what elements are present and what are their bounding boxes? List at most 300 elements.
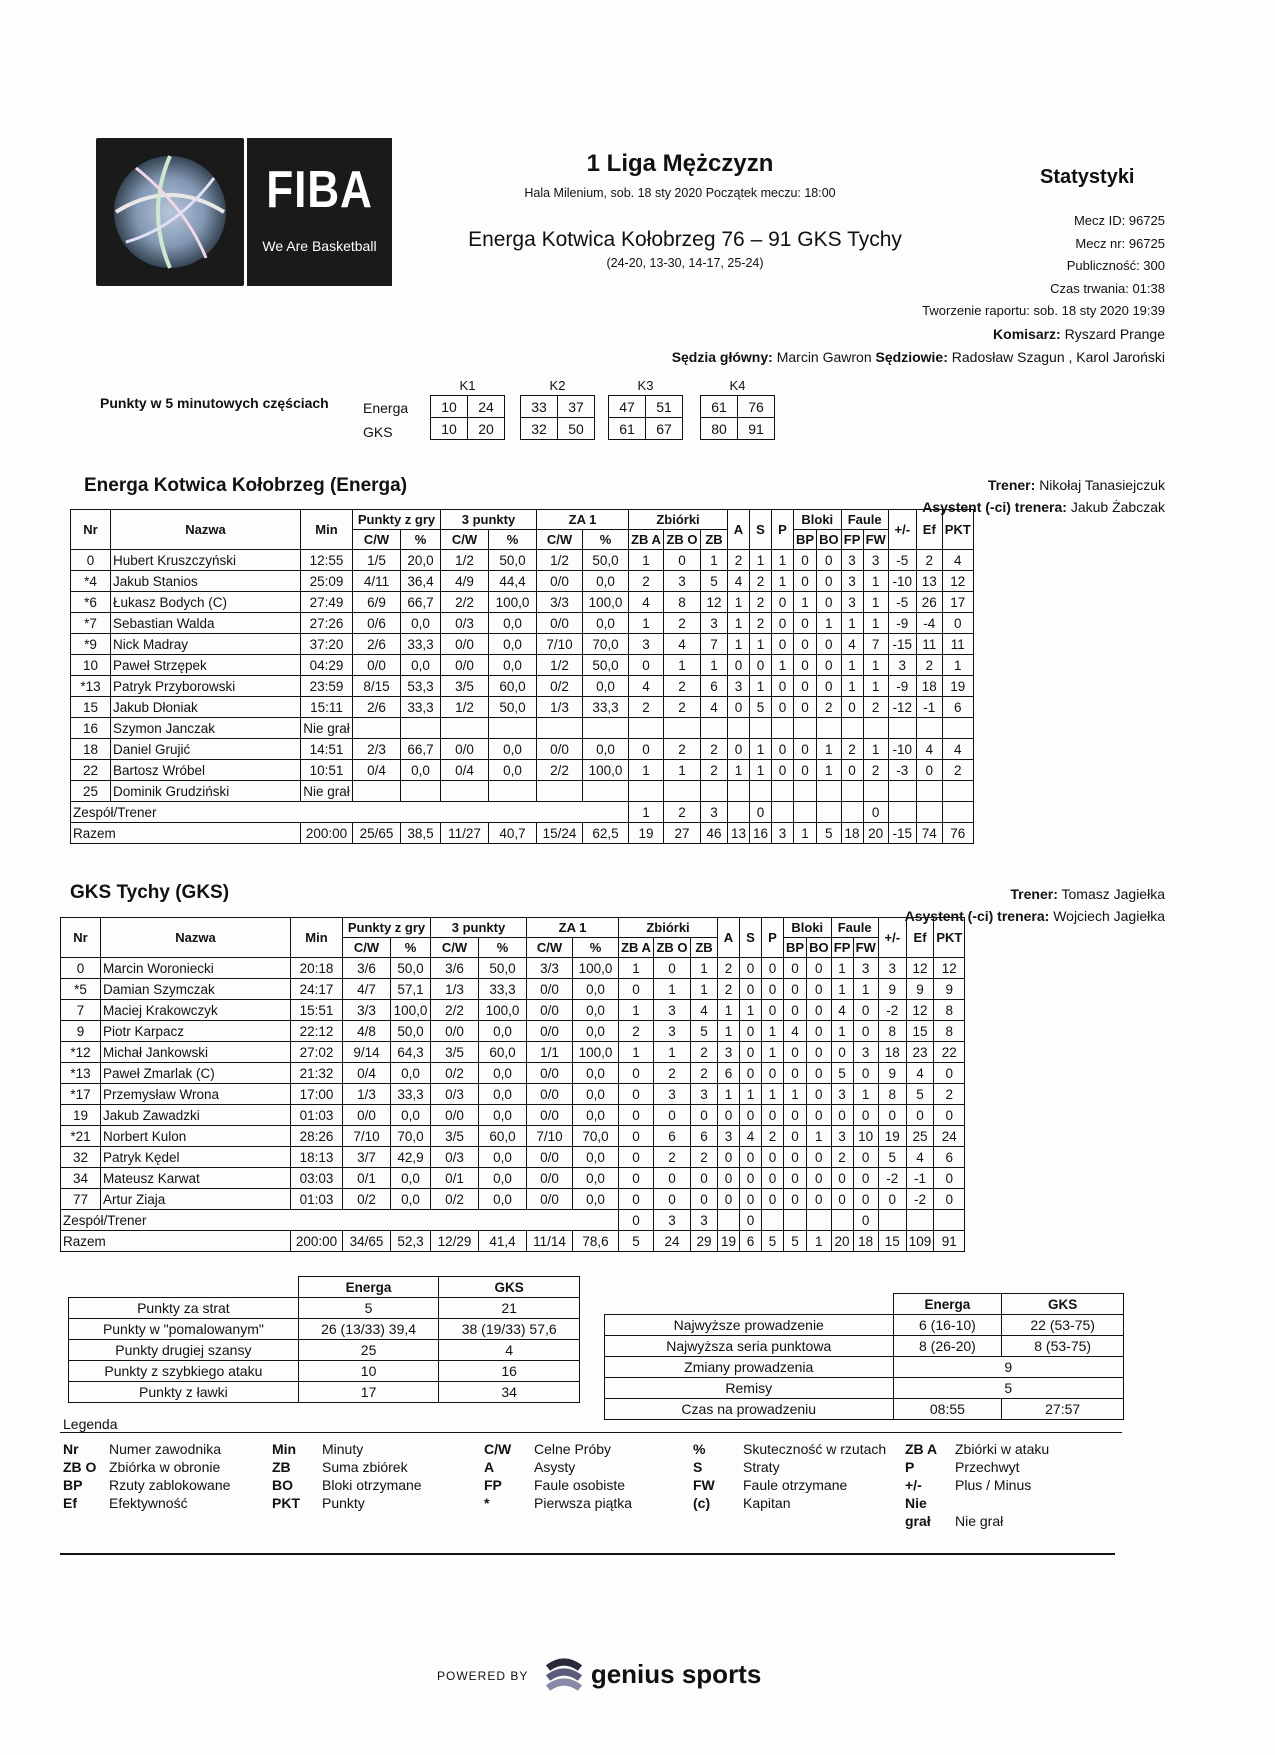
legend-item [905, 1476, 1049, 1494]
stat-cell: 1 [841, 613, 863, 634]
legend-item [63, 1494, 230, 1512]
stat-cell: 5 [831, 1063, 853, 1084]
summary-left-table [68, 1276, 580, 1403]
stat-cell: 23:59 [301, 676, 353, 697]
stat-cell: 0,0 [391, 1105, 431, 1126]
team2-stats-table [60, 917, 965, 1252]
stat-cell: *13 [71, 676, 111, 697]
stat-cell: 17:00 [291, 1084, 343, 1105]
summary-label: Zmiany prowadzenia [605, 1357, 894, 1378]
stat-cell: 100,0 [391, 1000, 431, 1021]
stat-cell: 4 [629, 676, 664, 697]
stat-cell: 0 [740, 979, 762, 1000]
quarter-box-k1 [430, 378, 505, 440]
stat-cell [353, 718, 401, 739]
team-stat-cell: 1 [629, 802, 664, 823]
stat-cell: 03:03 [291, 1168, 343, 1189]
stat-cell: 0 [807, 1000, 832, 1021]
stat-cell: 1 [750, 550, 772, 571]
footer-brand [437, 1658, 761, 1694]
stat-cell [794, 718, 817, 739]
stat-cell: 4 [841, 634, 863, 655]
stat-cell: -5 [888, 550, 916, 571]
stat-cell: 6/9 [353, 592, 401, 613]
stat-cell: 0 [762, 1000, 784, 1021]
team-coach-label: Zespół/Trener [61, 1210, 619, 1231]
stat-cell: 100,0 [479, 1000, 527, 1021]
summary-blank [69, 1277, 299, 1298]
legend-key: ZB [272, 1459, 291, 1475]
stat-cell: 0/4 [353, 760, 401, 781]
stat-cell: 0,0 [583, 739, 629, 760]
legend-key: FP [484, 1477, 502, 1493]
stat-cell: 0 [619, 1105, 654, 1126]
powered-by-label: POWERED BY [437, 1669, 529, 1683]
stat-cell [583, 781, 629, 802]
col-blocks: Bloki [784, 918, 832, 938]
stat-cell: 0/3 [431, 1084, 479, 1105]
stat-cell: 1 [691, 979, 718, 1000]
referee-name: Marcin Gawron [776, 349, 872, 365]
stat-cell: 6 [934, 1147, 965, 1168]
player-name: Michał Jankowski [101, 1042, 291, 1063]
stat-cell: 0,0 [489, 613, 537, 634]
stat-cell: 0/2 [343, 1189, 391, 1210]
stat-cell: 2 [691, 1147, 718, 1168]
total-cell: 6 [740, 1231, 762, 1252]
stat-cell [489, 781, 537, 802]
stat-cell: 2 [831, 1147, 853, 1168]
col-bo: BO [807, 938, 832, 958]
total-cell: 18 [853, 1231, 878, 1252]
stat-cell: 0 [853, 1147, 878, 1168]
legend-desc: Pierwsza piątka [534, 1495, 633, 1511]
stat-cell: 1 [654, 1042, 691, 1063]
stat-cell: 1/1 [527, 1042, 573, 1063]
stat-cell: 0 [794, 676, 817, 697]
stat-cell: 2 [841, 739, 863, 760]
col-turnovers: S [750, 510, 772, 550]
stat-cell: 1 [831, 958, 853, 979]
stat-cell: 3 [728, 676, 750, 697]
meta-attendance: Publiczność: 300 [1066, 258, 1165, 273]
stat-cell [664, 781, 701, 802]
stat-cell: 3 [654, 1084, 691, 1105]
quarter-row-energa [701, 396, 775, 418]
player-row [71, 781, 974, 802]
venue-line: Hala Milenium, sob. 18 sty 2020 Początek meczu: 18:00 [524, 186, 836, 200]
col-nr: Nr [71, 510, 111, 550]
legend-item [484, 1494, 632, 1512]
stat-cell: 1 [728, 592, 750, 613]
summary-label: Remisy [605, 1378, 894, 1399]
legend-key: * [484, 1495, 490, 1511]
stat-cell: 0,0 [583, 676, 629, 697]
stat-cell: 14:51 [301, 739, 353, 760]
stat-cell: 0/0 [431, 1021, 479, 1042]
player-name: Artur Ziaja [101, 1189, 291, 1210]
stat-cell [863, 781, 888, 802]
basketball-logo-icon [96, 138, 244, 286]
stat-cell: 0 [762, 1105, 784, 1126]
stat-cell: 4 [831, 1000, 853, 1021]
stat-cell: 1 [629, 760, 664, 781]
stat-cell: 0 [654, 958, 691, 979]
stat-cell [583, 718, 629, 739]
stat-cell: 0,0 [391, 1168, 431, 1189]
stat-cell: 4 [942, 550, 973, 571]
stat-cell: 0 [934, 1105, 965, 1126]
stat-cell: 28:26 [291, 1126, 343, 1147]
referees [672, 349, 1165, 365]
umpires-names: Radosław Szagun , Karol Jaroński [951, 349, 1165, 365]
league-title: 1 Liga Mężczyzn [586, 150, 774, 177]
stat-cell: 3 [853, 958, 878, 979]
stat-cell: 12 [934, 958, 965, 979]
stat-cell: 2 [916, 655, 942, 676]
team-stat-cell [728, 802, 750, 823]
stat-cell: 10 [71, 655, 111, 676]
player-name: Norbert Kulon [101, 1126, 291, 1147]
stat-cell [841, 781, 863, 802]
player-name: Paweł Strzępek [111, 655, 301, 676]
stat-cell: 1/3 [537, 697, 583, 718]
stat-cell: *13 [61, 1063, 101, 1084]
stat-cell: 01:03 [291, 1189, 343, 1210]
stat-cell: 10:51 [301, 760, 353, 781]
quarter-row-gks [701, 418, 775, 440]
stat-cell: -5 [888, 592, 916, 613]
stat-cell: 0,0 [479, 1168, 527, 1189]
stat-cell: -9 [888, 613, 916, 634]
stat-cell: *12 [61, 1042, 101, 1063]
stat-cell: 0 [654, 1189, 691, 1210]
stat-cell: 1 [841, 655, 863, 676]
stat-cell: 8 [664, 592, 701, 613]
stat-cell: -1 [906, 1168, 934, 1189]
stat-cell: 0 [740, 1063, 762, 1084]
stat-cell: 0 [772, 676, 794, 697]
stat-cell: 8 [878, 1084, 906, 1105]
stat-cell: 0 [878, 1189, 906, 1210]
stat-cell: 70,0 [583, 634, 629, 655]
quarter-box-k3 [608, 378, 683, 440]
col-fouls: Faule [831, 918, 878, 938]
quarter-row-energa [431, 396, 505, 418]
summary-label: Punkty z szybkiego ataku [69, 1361, 299, 1382]
summary-blank [605, 1294, 894, 1315]
stat-cell [664, 718, 701, 739]
stat-cell: 1 [863, 655, 888, 676]
stat-cell: 0 [784, 1063, 807, 1084]
legend-key: ZB O [63, 1459, 97, 1475]
stat-cell: 22 [71, 760, 111, 781]
stat-cell: *4 [71, 571, 111, 592]
stat-cell: 70,0 [391, 1126, 431, 1147]
team-stat-cell [888, 802, 916, 823]
stat-cell: 1 [629, 613, 664, 634]
stat-cell: 4 [629, 592, 664, 613]
stat-cell [701, 781, 728, 802]
stat-cell: 0,0 [479, 1147, 527, 1168]
player-row [71, 676, 974, 697]
stat-cell: 3/5 [441, 676, 489, 697]
stat-cell: 3 [629, 634, 664, 655]
stat-cell: 0/0 [441, 739, 489, 760]
legend-desc: Bloki otrzymane [322, 1477, 422, 1493]
stat-cell: 2 [664, 613, 701, 634]
stat-cell: 2 [619, 1021, 654, 1042]
stat-cell: 9 [878, 1063, 906, 1084]
total-cell: 27 [664, 823, 701, 844]
team-coach-row [61, 1210, 965, 1231]
summary-left-row [69, 1361, 580, 1382]
stat-cell: 0 [831, 1189, 853, 1210]
stat-cell: 0/0 [527, 1168, 573, 1189]
stat-cell: 0/0 [537, 571, 583, 592]
stat-cell: 1/3 [343, 1084, 391, 1105]
stat-cell: 34 [61, 1168, 101, 1189]
stat-cell: 0 [629, 739, 664, 760]
player-name: Szymon Janczak [111, 718, 301, 739]
col-cw: C/W [353, 530, 401, 550]
stat-cell [441, 781, 489, 802]
stat-cell: 12:55 [301, 550, 353, 571]
total-cell: 40,7 [489, 823, 537, 844]
quarter-cell: 91 [738, 418, 775, 440]
quarter-label: K2 [549, 378, 566, 393]
legend-item [484, 1476, 632, 1494]
stat-cell: 100,0 [583, 592, 629, 613]
stat-cell: 3 [888, 655, 916, 676]
player-row [61, 1147, 965, 1168]
stat-cell: 33,3 [391, 1084, 431, 1105]
legend-key: Min [272, 1441, 297, 1457]
stat-cell [537, 781, 583, 802]
meta-report-time: Tworzenie raportu: sob. 18 sty 2020 19:39 [922, 303, 1165, 318]
stat-cell: 36,4 [401, 571, 441, 592]
stat-cell: *17 [61, 1084, 101, 1105]
stat-cell: 0 [878, 1105, 906, 1126]
stat-cell: 3/3 [527, 958, 573, 979]
stat-cell [942, 781, 973, 802]
team-stat-cell [916, 802, 942, 823]
stat-cell: 100,0 [573, 1042, 619, 1063]
summary-label: Czas na prowadzeniu [605, 1399, 894, 1420]
quarter-cell: 80 [701, 418, 738, 440]
stat-cell: 0,0 [583, 571, 629, 592]
quarter-cell: 24 [468, 396, 505, 418]
stat-cell: 0/0 [527, 1000, 573, 1021]
stat-cell: 0 [794, 655, 817, 676]
stat-cell: 3 [863, 550, 888, 571]
stat-cell: 1 [664, 760, 701, 781]
fiba-logo-text: FIBA [266, 161, 373, 219]
legend-column [484, 1440, 632, 1512]
quarter-row-energa [609, 396, 683, 418]
total-label: Razem [61, 1231, 291, 1252]
stat-cell: 1 [853, 1084, 878, 1105]
stat-cell: 1/2 [441, 697, 489, 718]
stat-cell: 2 [629, 697, 664, 718]
col-steals: P [762, 918, 784, 958]
stat-cell: 0 [750, 655, 772, 676]
header-row [71, 510, 974, 530]
stat-cell: 3/5 [431, 1042, 479, 1063]
col-fp: FP [841, 530, 863, 550]
summary-right-row [605, 1357, 1124, 1378]
stat-cell: 57,1 [391, 979, 431, 1000]
total-cell: 78,6 [573, 1231, 619, 1252]
summary-right-header [605, 1294, 1124, 1315]
summary-left-row [69, 1382, 580, 1403]
total-cell: 19 [629, 823, 664, 844]
total-cell: 24 [654, 1231, 691, 1252]
player-name: Mateusz Karwat [101, 1168, 291, 1189]
col-cw: C/W [527, 938, 573, 958]
stat-cell: 1 [807, 1126, 832, 1147]
player-row [61, 1189, 965, 1210]
stat-cell: 100,0 [583, 760, 629, 781]
stat-cell: 0 [807, 1189, 832, 1210]
total-cell: 29 [691, 1231, 718, 1252]
stat-cell: 0 [784, 1168, 807, 1189]
stat-cell: 3/5 [431, 1126, 479, 1147]
stat-cell: 33,3 [401, 697, 441, 718]
fiba-tagline: We Are Basketball [262, 238, 377, 254]
player-name: Patryk Kędel [101, 1147, 291, 1168]
total-cell: 15/24 [537, 823, 583, 844]
stat-cell: 9 [934, 979, 965, 1000]
stat-cell: 66,7 [401, 739, 441, 760]
player-name: Przemysław Wrona [101, 1084, 291, 1105]
col-zbo: ZB O [654, 938, 691, 958]
stat-cell: 0/0 [527, 1021, 573, 1042]
legend-column [272, 1440, 422, 1512]
team-stat-cell [718, 1210, 740, 1231]
stat-cell: 1/5 [353, 550, 401, 571]
total-label: Razem [71, 823, 301, 844]
stat-cell: 64,3 [391, 1042, 431, 1063]
stat-cell: 0 [740, 1021, 762, 1042]
total-cell: 20 [863, 823, 888, 844]
stat-cell: 1 [728, 634, 750, 655]
legend-key: S [693, 1459, 703, 1475]
legend-item [272, 1476, 422, 1494]
player-name: Paweł Zmarlak (C) [101, 1063, 291, 1084]
legend-desc: Zbiórki w ataku [955, 1441, 1050, 1457]
col-ft: ZA 1 [537, 510, 629, 530]
stat-cell: 01:03 [291, 1105, 343, 1126]
total-cell: 52,3 [391, 1231, 431, 1252]
stat-cell: 11 [942, 634, 973, 655]
player-row [61, 958, 965, 979]
stat-cell: 1 [691, 958, 718, 979]
stat-cell: 1 [831, 1021, 853, 1042]
stat-cell: 24:17 [291, 979, 343, 1000]
stat-cell: 0/1 [343, 1168, 391, 1189]
legend-key: FW [693, 1477, 715, 1493]
col-cw: C/W [441, 530, 489, 550]
team-stat-cell [878, 1210, 906, 1231]
team-stat-cell [772, 802, 794, 823]
stat-cell: 3 [718, 1126, 740, 1147]
stat-cell: 6 [654, 1126, 691, 1147]
stat-cell: 0 [817, 571, 842, 592]
stat-cell: 0/0 [527, 1084, 573, 1105]
stat-cell: 0 [817, 676, 842, 697]
stat-cell: 2/6 [353, 634, 401, 655]
stat-cell: 19 [942, 676, 973, 697]
stat-cell: 5 [701, 571, 728, 592]
stat-cell: 0 [740, 1189, 762, 1210]
stat-cell: 0/0 [527, 1105, 573, 1126]
stat-cell: 2/6 [353, 697, 401, 718]
total-cell: 5 [784, 1231, 807, 1252]
total-cell: 3 [772, 823, 794, 844]
stat-cell: 0/0 [537, 613, 583, 634]
stat-cell: 4 [906, 1063, 934, 1084]
stat-cell: 0 [718, 1189, 740, 1210]
col-zba: ZB A [619, 938, 654, 958]
summary-value: 4 [439, 1340, 580, 1361]
stat-cell: 0 [807, 979, 832, 1000]
summary-value: 25 [298, 1340, 439, 1361]
stat-cell: 3/3 [343, 1000, 391, 1021]
stat-cell [772, 781, 794, 802]
legend-key: Ef [63, 1495, 77, 1511]
summary-left-header [69, 1277, 580, 1298]
stat-cell: 18 [71, 739, 111, 760]
stat-cell: 1 [654, 979, 691, 1000]
total-cell: 18 [841, 823, 863, 844]
stat-cell: 0 [654, 1168, 691, 1189]
summary-value: 34 [439, 1382, 580, 1403]
quarter-box-k4 [700, 378, 775, 440]
total-cell: 5 [762, 1231, 784, 1252]
fiba-logo [247, 138, 392, 286]
stat-cell: 1 [718, 1084, 740, 1105]
quarter-cell: 37 [558, 396, 595, 418]
stat-cell [772, 718, 794, 739]
stat-cell: 1 [701, 550, 728, 571]
summary-value: 8 (26-20) [893, 1336, 1002, 1357]
stat-cell: 1 [863, 613, 888, 634]
col-cw: C/W [431, 938, 479, 958]
col-bp: BP [794, 530, 817, 550]
legend-desc: Nie grał [955, 1513, 1004, 1529]
stat-cell: 0 [853, 1021, 878, 1042]
stat-cell: 0,0 [479, 1189, 527, 1210]
stat-cell: 0 [784, 1126, 807, 1147]
summary-value: 8 (53-75) [1002, 1336, 1124, 1357]
stat-cell: 0 [772, 592, 794, 613]
stat-cell: 1 [740, 1084, 762, 1105]
stat-cell: 15 [906, 1021, 934, 1042]
stat-cell [888, 781, 916, 802]
stat-cell: 0 [762, 979, 784, 1000]
quarter-cell: 10 [431, 418, 468, 440]
stat-cell: 0,0 [479, 1063, 527, 1084]
player-row [61, 1042, 965, 1063]
stat-cell: 7 [61, 1000, 101, 1021]
stat-cell: 22:12 [291, 1021, 343, 1042]
stat-cell: 0 [794, 613, 817, 634]
stat-cell: 2 [916, 550, 942, 571]
summary-right-row [605, 1378, 1124, 1399]
legend-desc: Efektywność [109, 1495, 188, 1511]
player-row [71, 571, 974, 592]
